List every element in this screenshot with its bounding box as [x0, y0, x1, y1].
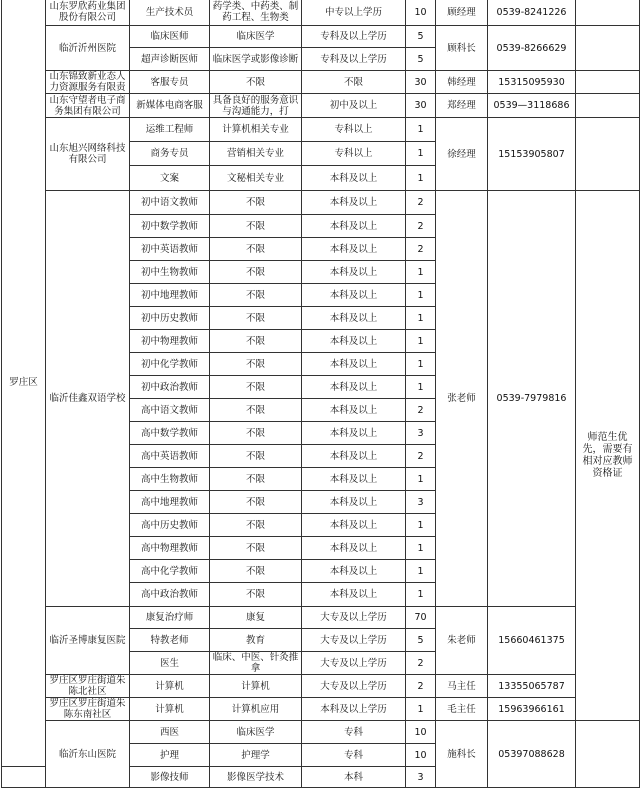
employer-name: 临沂东山医院: [46, 721, 130, 788]
job-education: 专科: [302, 744, 406, 767]
job-count: 1: [406, 284, 436, 307]
job-title: 初中政治教师: [130, 376, 210, 399]
job-major: 不限: [210, 307, 302, 330]
job-major: 不限: [210, 284, 302, 307]
employer-name: 山东旭兴网络科技有限公司: [46, 118, 130, 191]
job-count: 1: [406, 261, 436, 284]
job-count: 2: [406, 675, 436, 698]
job-title: 初中地理教师: [130, 284, 210, 307]
job-education: 本科及以上: [302, 376, 406, 399]
job-title: 医生: [130, 652, 210, 675]
job-education: 本科及以上: [302, 583, 406, 607]
job-title: 客服专员: [130, 71, 210, 94]
job-count: 30: [406, 71, 436, 94]
table-body: [2, 0, 640, 788]
job-title: 高中数学教师: [130, 422, 210, 445]
job-count: 1: [406, 118, 436, 142]
job-title: 运维工程师: [130, 118, 210, 142]
table-row: [2, 675, 640, 698]
job-title: 护理: [130, 744, 210, 767]
job-title: 高中英语教师: [130, 445, 210, 468]
contact-phone: 15153905807: [488, 118, 576, 191]
job-major: 具备良好的服务意识与沟通能力，打: [210, 94, 302, 118]
job-count: 1: [406, 307, 436, 330]
table-row: [2, 721, 640, 744]
note-cell: [576, 26, 640, 71]
job-major: 文秘相关专业: [210, 166, 302, 191]
job-title: 文案: [130, 166, 210, 191]
employer-name: 临沂沂州医院: [46, 26, 130, 71]
contact-phone: 05397088628: [488, 721, 576, 788]
employer-name: 临沂佳鑫双语学校: [46, 191, 130, 607]
job-major: 不限: [210, 399, 302, 422]
job-major: 计算机应用: [210, 698, 302, 721]
job-major: 不限: [210, 514, 302, 537]
job-major: 临床医学: [210, 26, 302, 48]
table-row: [2, 118, 640, 142]
job-title: 初中数学教师: [130, 215, 210, 238]
job-count: 3: [406, 422, 436, 445]
job-education: 本科及以上: [302, 191, 406, 215]
job-education: 专科及以上学历: [302, 48, 406, 71]
job-count: 5: [406, 629, 436, 652]
job-education: 本科: [302, 767, 406, 788]
job-major: 不限: [210, 376, 302, 399]
note-cell: [576, 94, 640, 118]
job-count: 1: [406, 583, 436, 607]
job-count: 1: [406, 537, 436, 560]
job-title: 影像技师: [130, 767, 210, 788]
job-major: 教育: [210, 629, 302, 652]
contact-phone: 13355065787: [488, 675, 576, 698]
contact-phone: 0539-8266629: [488, 26, 576, 71]
job-title: 计算机: [130, 698, 210, 721]
note-cell: [576, 721, 640, 788]
contact-person: 朱老师: [436, 607, 488, 675]
job-major: 不限: [210, 330, 302, 353]
job-title: 初中生物教师: [130, 261, 210, 284]
job-title: 高中历史教师: [130, 514, 210, 537]
job-education: 本科及以上: [302, 307, 406, 330]
job-major: 不限: [210, 445, 302, 468]
job-education: 本科及以上: [302, 330, 406, 353]
job-title: 高中化学教师: [130, 560, 210, 583]
job-title: 初中物理教师: [130, 330, 210, 353]
job-count: 1: [406, 376, 436, 399]
district-cell-empty: [2, 767, 46, 788]
job-education: 本科及以上: [302, 491, 406, 514]
job-title: 临床医师: [130, 26, 210, 48]
job-education: 初中及以上: [302, 94, 406, 118]
job-title: 高中生物教师: [130, 468, 210, 491]
job-title: 商务专员: [130, 142, 210, 166]
table-row: [2, 0, 640, 26]
employer-name: 山东锦致新业态人力资源服务有限责: [46, 71, 130, 94]
job-education: 本科及以上: [302, 166, 406, 191]
contact-person: 毛主任: [436, 698, 488, 721]
job-major: 临床医学或影像诊断: [210, 48, 302, 71]
job-title: 高中政治教师: [130, 583, 210, 607]
contact-person: 徐经理: [436, 118, 488, 191]
contact-phone: 15315095930: [488, 71, 576, 94]
job-title: 高中语文教师: [130, 399, 210, 422]
job-education: 本科及以上: [302, 238, 406, 261]
employer-name: 临沂圣博康复医院: [46, 607, 130, 675]
job-count: 2: [406, 191, 436, 215]
contact-phone: 0539-8241226: [488, 0, 576, 26]
contact-person: 张老师: [436, 191, 488, 607]
job-education: 本科及以上: [302, 560, 406, 583]
job-major: 不限: [210, 238, 302, 261]
job-count: 10: [406, 0, 436, 26]
job-title: 高中地理教师: [130, 491, 210, 514]
contact-phone: 0539-7979816: [488, 191, 576, 607]
employer-name: 山东罗欣药业集团股份有限公司: [46, 0, 130, 26]
job-count: 3: [406, 491, 436, 514]
note-cell: [576, 118, 640, 191]
job-education: 专科以上: [302, 142, 406, 166]
job-title: 初中英语教师: [130, 238, 210, 261]
job-title: 超声诊断医师: [130, 48, 210, 71]
job-education: 中专以上学历: [302, 0, 406, 26]
job-count: 70: [406, 607, 436, 629]
job-major: 护理学: [210, 744, 302, 767]
job-major: 不限: [210, 491, 302, 514]
contact-person: 马主任: [436, 675, 488, 698]
job-major: 不限: [210, 422, 302, 445]
job-education: 本科及以上: [302, 514, 406, 537]
job-education: 专科: [302, 721, 406, 744]
contact-person: 顾科长: [436, 26, 488, 71]
job-count: 2: [406, 652, 436, 675]
table-row: [2, 94, 640, 118]
job-major: 药学类、中药类、制药工程、生物类: [210, 0, 302, 26]
job-count: 2: [406, 215, 436, 238]
job-title: 初中语文教师: [130, 191, 210, 215]
table-row: [2, 607, 640, 629]
job-count: 2: [406, 238, 436, 261]
job-education: 不限: [302, 71, 406, 94]
job-count: 1: [406, 142, 436, 166]
job-count: 1: [406, 514, 436, 537]
job-major: 不限: [210, 583, 302, 607]
job-education: 本科及以上: [302, 261, 406, 284]
job-count: 1: [406, 166, 436, 191]
job-count: 1: [406, 468, 436, 491]
job-count: 5: [406, 48, 436, 71]
job-major: 不限: [210, 215, 302, 238]
job-count: 2: [406, 399, 436, 422]
job-title: 初中化学教师: [130, 353, 210, 376]
contact-person: 施科长: [436, 721, 488, 788]
job-education: 本科及以上: [302, 537, 406, 560]
employer-name: 罗庄区罗庄街道朱陈北社区: [46, 675, 130, 698]
job-title: 西医: [130, 721, 210, 744]
job-title: 计算机: [130, 675, 210, 698]
job-education: 本科及以上: [302, 399, 406, 422]
job-title: 生产技术员: [130, 0, 210, 26]
job-major: 康复: [210, 607, 302, 629]
job-education: 本科及以上: [302, 422, 406, 445]
note-cell: 师范生优先，需要有相对应教师资格证: [576, 191, 640, 721]
job-count: 10: [406, 721, 436, 744]
district-cell: 罗庄区: [2, 0, 46, 767]
job-count: 5: [406, 26, 436, 48]
contact-phone: 0539—3118686: [488, 94, 576, 118]
contact-person: 韩经理: [436, 71, 488, 94]
job-count: 1: [406, 330, 436, 353]
job-count: 30: [406, 94, 436, 118]
job-education: 本科及以上: [302, 284, 406, 307]
job-education: 专科及以上学历: [302, 26, 406, 48]
job-title: 康复治疗师: [130, 607, 210, 629]
job-title: 新媒体电商客服: [130, 94, 210, 118]
job-count: 1: [406, 353, 436, 376]
job-education: 大专及以上学历: [302, 652, 406, 675]
job-title: 初中历史教师: [130, 307, 210, 330]
note-cell: [576, 71, 640, 94]
recruitment-table: [1, 0, 640, 788]
job-education: 大专及以上学历: [302, 607, 406, 629]
job-major: 不限: [210, 191, 302, 215]
job-count: 1: [406, 560, 436, 583]
employer-name: 罗庄区罗庄街道朱陈东南社区: [46, 698, 130, 721]
contact-person: 顾经理: [436, 0, 488, 26]
contact-phone: 15963966161: [488, 698, 576, 721]
job-education: 专科以上: [302, 118, 406, 142]
job-title: 特教老师: [130, 629, 210, 652]
job-major: 不限: [210, 560, 302, 583]
job-count: 3: [406, 767, 436, 788]
job-education: 本科及以上: [302, 215, 406, 238]
contact-phone: 15660461375: [488, 607, 576, 675]
job-major: 计算机: [210, 675, 302, 698]
job-major: 不限: [210, 71, 302, 94]
job-title: 高中物理教师: [130, 537, 210, 560]
job-count: 10: [406, 744, 436, 767]
job-major: 不限: [210, 468, 302, 491]
job-count: 2: [406, 445, 436, 468]
job-major: 影像医学技术: [210, 767, 302, 788]
job-education: 本科及以上: [302, 468, 406, 491]
job-count: 1: [406, 698, 436, 721]
job-major: 临床、中医、针灸推拿: [210, 652, 302, 675]
contact-person: 郑经理: [436, 94, 488, 118]
job-major: 不限: [210, 353, 302, 376]
job-major: 不限: [210, 261, 302, 284]
job-major: 临床医学: [210, 721, 302, 744]
employer-name: 山东守望者电子商务集团有限公司: [46, 94, 130, 118]
table-row: [2, 191, 640, 215]
note-cell: [576, 0, 640, 26]
table-row: [2, 698, 640, 721]
table-row: [2, 71, 640, 94]
table-row: [2, 26, 640, 48]
job-education: 本科及以上学历: [302, 698, 406, 721]
job-education: 大专及以上学历: [302, 675, 406, 698]
job-major: 不限: [210, 537, 302, 560]
job-major: 计算机相关专业: [210, 118, 302, 142]
job-major: 营销相关专业: [210, 142, 302, 166]
job-education: 大专及以上学历: [302, 629, 406, 652]
job-education: 本科及以上: [302, 445, 406, 468]
job-education: 本科及以上: [302, 353, 406, 376]
